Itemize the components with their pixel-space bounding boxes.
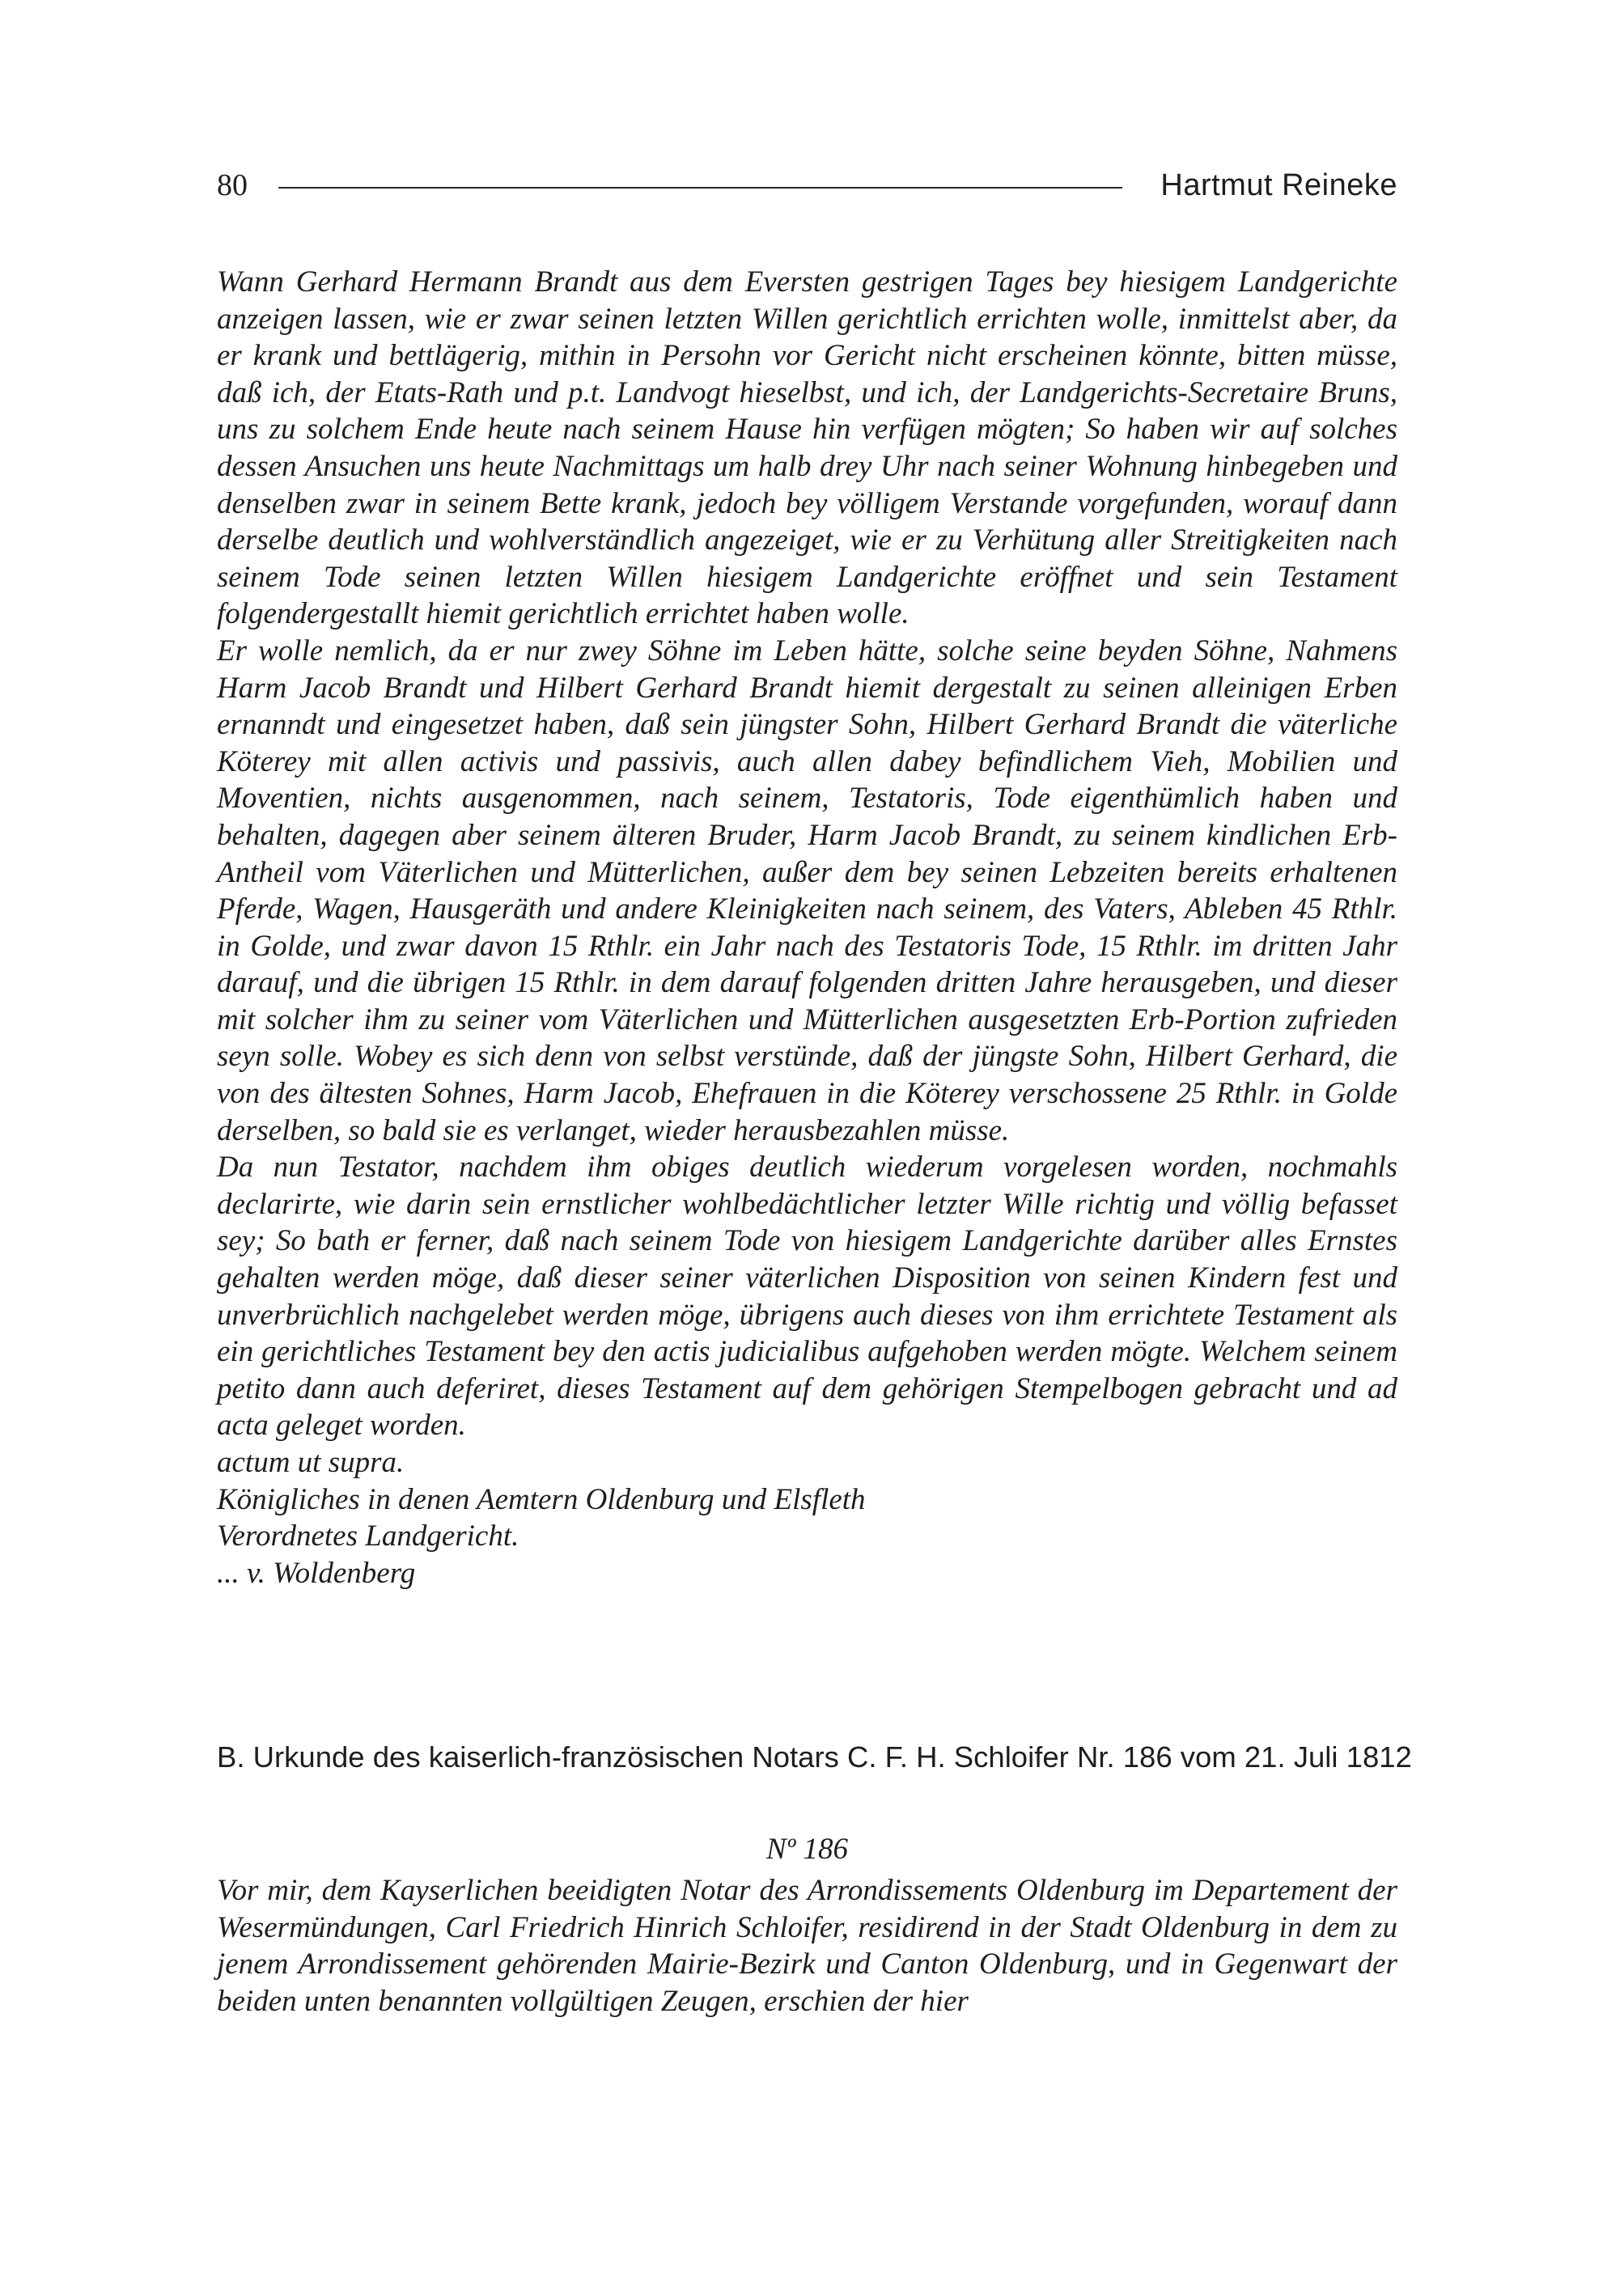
notary-text: [217, 1872, 1397, 2020]
paragraph: Er wolle nemlich, da er nur zwey Söhne im Leben hätte, solche seine beyden Söhne, Nahmens Harm Jacob Brandt und Hilbert Gerhard Brandt hiemit dergestalt zu seinen alleinigen Erben ernanndt und eingesetzet haben, daß sein jüngster Sohn, Hilbert Gerhard Brandt die väterliche Köterey mit allen activis und passivis, auch allen dabey befindlichem Vieh, Mobilien und Moventien, nichts ausgenommen, nach seinem, Testatoris, Tode eigenthümlich haben und behalten, dagegen aber seinem älteren Bruder, Harm Jacob Brandt, zu seinem kindlichen Erb-Antheil vom Väterlichen und Mütterlichen, außer dem bey seinen Lebzeiten bereits erhaltenen Pferde, Wagen, Hausgeräth und andere Kleinigkeiten nach seinem, des Vaters, Ableben 45 Rthlr. in Golde, und zwar davon 15 Rthlr. ein Jahr nach des Testatoris Tode, 15 Rthlr. im dritten Jahr darauf, und die übrigen 15 Rthlr. in dem darauf folgenden dritten Jahre herausgeben, und dieser mit solcher ihm zu seiner vom Väterlichen und Mütterlichen ausgesetzten Erb-Portion zufrieden seyn solle. Wobey es sich denn von selbst verstünde, daß der jüngste Sohn, Hilbert Gerhard, die von des ältesten Sohnes, Harm Jacob, Ehefrauen in die Köterey verschossene 25 Rthlr. in Golde derselben, so bald sie es verlanget, wieder herausbezahlen müsse.: [217, 634, 1397, 1147]
paragraph: Da nun Testator, nachdem ihm obiges deutlich wiederum vorgelesen worden, nochmahls declarirte, wie darin sein ernstlicher wohlbedächtlicher letzter Wille richtig und völlig befasset sey; So bath er ferner, daß nach seinem Tode von hiesigem Landgerichte darüber alles Ernstes gehalten werden möge, daß dieser seiner väterlichen Disposition von seinen Kindern fest und unverbrüchlich nachgelebet werden möge, übrigens auch dieses von ihm errichtete Testament als ein gerichtliches Testament bey den actis judicialibus aufgehoben werden mögte. Welchem seinem petito dann auch deferiret, dieses Testament auf dem gehörigen Stempelbogen gebracht und ad acta geleget worden.: [217, 1151, 1397, 1443]
header-rule: [278, 187, 1122, 189]
testament-text: [217, 264, 1397, 1592]
closing-line: Königliches in denen Aemtern Oldenburg und Elsfleth: [217, 1482, 866, 1516]
closing-line: actum ut supra.: [217, 1446, 405, 1479]
document-number: Nº 186: [766, 1833, 848, 1866]
running-head: Hartmut Reineke: [1160, 168, 1397, 202]
page-header: [217, 166, 1397, 205]
paragraph: Vor mir, dem Kayserlichen beeidigten Notar des Arrondissements Oldenburg im Departement der Wesermündungen, Carl Friedrich Hinrich Schloifer, residirend in der Stadt Oldenburg in dem zu jenem Arrondissement gehörenden Mairie-Bezirk und Canton Oldenburg, und in Gegenwart der beiden unten benannten vollgültigen Zeugen, erschien der hier: [217, 1874, 1397, 2018]
page-number: 80: [217, 168, 248, 202]
section-heading: B. Urkunde des kaiserlich-französischen Notars C. F. H. Schloifer Nr. 186 vom 21. Juli 1812: [217, 1740, 1412, 1774]
paragraph: Wann Gerhard Hermann Brandt aus dem Eversten gestrigen Tages bey hiesigem Landgerichte anzeigen lassen, wie er zwar seinen letzten Willen gerichtlich errichten wolle, inmittelst aber, da er krank und bettlägerig, mithin in Persohn vor Gericht nicht erscheinen könnte, bitten müsse, daß ich, der Etats-Rath und p.t. Landvogt hieselbst, und ich, der Landgerichts-Secretaire Bruns, uns zu solchem Ende heute nach seinem Hause hin verfügen mögten; So haben wir auf solches dessen Ansuchen uns heute Nachmittags um halb drey Uhr nach seiner Wohnung hinbegeben und denselben zwar in seinem Bette krank, jedoch bey völligem Verstande vorgefunden, worauf dann derselbe deutlich und wohlverständlich angezeiget, wie er zu Verhütung aller Streitigkeiten nach seinem Tode seinen letzten Willen hiesigem Landgerichte eröffnet und sein Testament folgendergestallt hiemit gerichtlich errichtet haben wolle.: [217, 265, 1397, 631]
signature-line: ... v. Woldenberg: [217, 1556, 416, 1590]
closing-line: Verordnetes Landgericht.: [217, 1519, 519, 1553]
